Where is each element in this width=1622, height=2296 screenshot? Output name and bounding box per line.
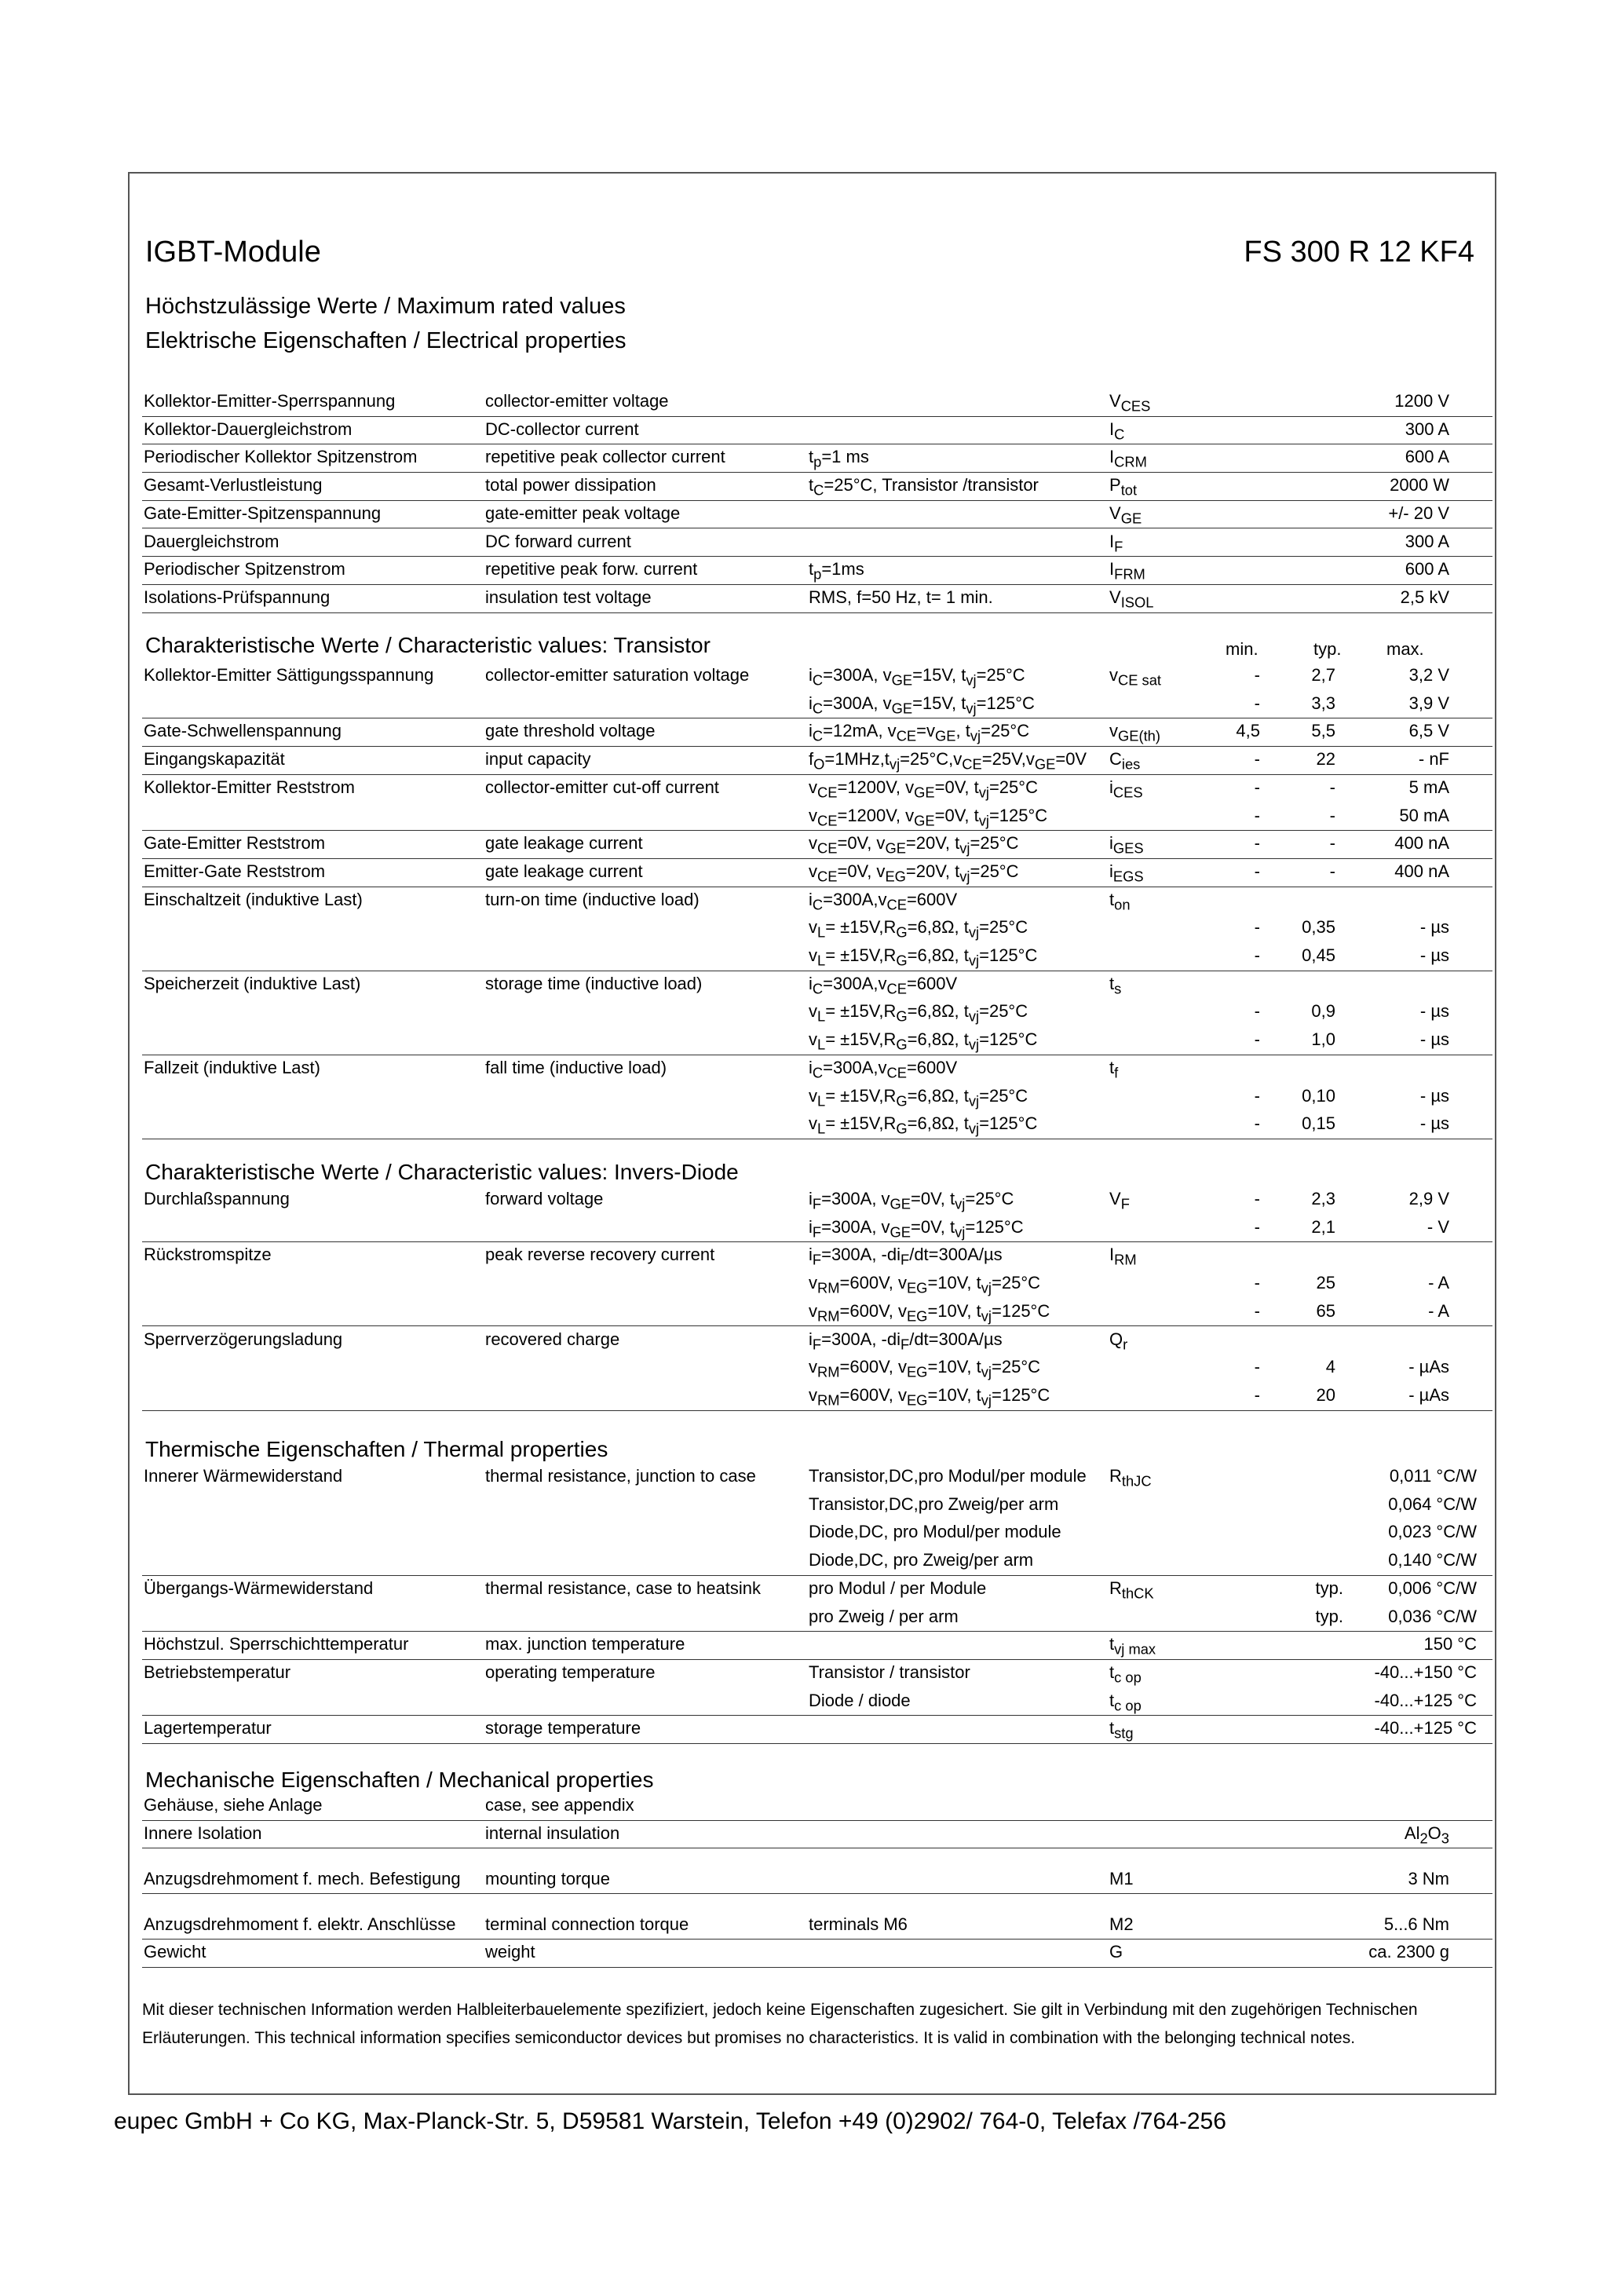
param-name-de: Innerer Wärmewiderstand (144, 1466, 343, 1486)
max-rated-row (142, 528, 1492, 558)
symbol: $V_F$ (1109, 1189, 1130, 1212)
test-condition: Diode,DC, pro Zweig/per arm (809, 1550, 1034, 1570)
symbol: $I_{FRM}$ (1109, 559, 1145, 583)
symbol: $i_{CES}$ (1109, 777, 1143, 801)
symbol: $t_s$ (1109, 973, 1122, 997)
transistor-row (142, 942, 1492, 971)
param-name-de: Gate-Emitter-Spitzenspannung (144, 503, 382, 523)
thermal-row (142, 1659, 1492, 1687)
symbol: M2 (1109, 1914, 1134, 1934)
test-condition: $v_{CE}=1200V$, $v_{GE}=0V$, $t_{vj}=125^\circ C$ (809, 805, 1048, 828)
max-value: 6,5 V (1408, 721, 1449, 741)
min-value: - (1254, 1273, 1260, 1293)
thermal-value: 0,140 °C/W (1388, 1550, 1477, 1570)
max-rated-row (142, 444, 1492, 473)
thermal-row (142, 1603, 1492, 1632)
test-condition: Transistor,DC,pro Zweig/per arm (809, 1493, 1059, 1514)
diode-row (142, 1214, 1492, 1243)
param-name-en: fall time (inductive load) (485, 1057, 667, 1077)
param-name-de: Speicherzeit (induktive Last) (144, 973, 361, 993)
transistor-row (142, 662, 1492, 690)
min-value: - (1254, 777, 1260, 797)
thermal-value: 150 °C (1423, 1634, 1477, 1654)
transistor-section-title: Charakteristische Werte / Characteristic values: Transistor (145, 633, 711, 657)
test-condition: $i_F=300A$, $-di_F/dt=300A/\mu s$ (809, 1245, 1003, 1268)
param-name-de: Anzugsdrehmoment f. elektr. Anschlüsse (144, 1914, 456, 1934)
param-name-en: gate leakage current (485, 861, 643, 881)
mechanical-row-cells (142, 1866, 1492, 1894)
typ-value: 25 (1316, 1273, 1335, 1293)
param-name-en: storage time (inductive load) (485, 973, 703, 993)
rated-value: 300 A (1405, 531, 1449, 551)
diode-row (142, 1298, 1492, 1327)
max-value: - A (1428, 1273, 1449, 1293)
symbol: $V_{GE}$ (1109, 503, 1142, 527)
min-value: - (1254, 1001, 1260, 1022)
diode-row (142, 1270, 1492, 1298)
thermal-value: -40...+150 °C (1374, 1662, 1477, 1682)
param-name-de: Übergangs-Wärmewiderstand (144, 1578, 374, 1598)
transistor-row (142, 998, 1492, 1026)
mechanical-row-cells (142, 1939, 1492, 1967)
min-value: - (1254, 1029, 1260, 1050)
thermal-row (142, 1631, 1492, 1660)
col-header-typ: typ. (1313, 639, 1342, 659)
max-rated-row (142, 584, 1492, 613)
transistor-row (142, 1055, 1492, 1083)
col-header-max: max. (1386, 639, 1424, 659)
param-name-en: peak reverse recovery current (485, 1245, 715, 1265)
param-name-de: Rückstromspitze (144, 1245, 272, 1265)
max-value: 5 mA (1408, 777, 1449, 797)
rated-value: 2000 W (1390, 475, 1449, 495)
param-name-en: storage temperature (485, 1718, 641, 1738)
symbol: $I_F$ (1109, 531, 1123, 554)
thermal-row (142, 1547, 1492, 1576)
test-condition: $v_{RM}=600V$, $v_{EG}=10V$, $t_{vj}=25^\circ C$ (809, 1273, 1041, 1296)
transistor-row (142, 914, 1492, 942)
thermal-value: 0,023 °C/W (1388, 1522, 1477, 1542)
test-condition: $v_{RM}=600V$, $v_{EG}=10V$, $t_{vj}=125^\circ C$ (809, 1300, 1050, 1325)
param-name-de: Innere Isolation (144, 1823, 262, 1843)
param-name-de: Periodischer Kollektor Spitzenstrom (144, 447, 418, 467)
diode-row (142, 1241, 1492, 1270)
max-value: 50 mA (1399, 805, 1449, 825)
mechanical-value: ca. 2300 g (1368, 1942, 1449, 1962)
test-condition: $i_C=300A$, $v_{GE}=15V$, $t_{vj}=25^\circ C$ (809, 665, 1025, 689)
test-condition: $v_{CE}=0V$, $v_{GE}=20V$, $t_{vj}=25^\circ C$ (809, 833, 1019, 857)
param-name-de: Höchstzul. Sperrschichttemperatur (144, 1634, 409, 1654)
max-value: 3,9 V (1408, 693, 1449, 713)
test-condition: $v_L= \pm 15V,R_G=6,8\Omega$, $t_{vj}=125^\circ C$ (809, 945, 1038, 969)
mechanical-row-cells (142, 1820, 1492, 1848)
test-condition: $v_{CE}=1200V$, $v_{GE}=0V$, $t_{vj}=25^\circ C$ (809, 777, 1038, 801)
rated-value: 2,5 kV (1400, 587, 1449, 607)
typ-value: 2,3 (1311, 1189, 1335, 1208)
rated-value: 300 A (1405, 419, 1449, 439)
mechanical-row (142, 1848, 1492, 1894)
typ-label: typ. (1315, 1578, 1343, 1598)
typ-value: 2,7 (1311, 665, 1335, 685)
transistor-row (142, 1083, 1492, 1111)
transistor-row (142, 858, 1492, 887)
test-condition: $v_L= \pm 15V,R_G=6,8\Omega$, $t_{vj}=25^\circ C$ (809, 917, 1028, 941)
symbol: $t_{stg}$ (1109, 1718, 1134, 1742)
max-value: - µs (1419, 1001, 1449, 1022)
thermal-row (142, 1491, 1492, 1519)
typ-value: - (1329, 777, 1335, 797)
max-value: 3,2 V (1408, 665, 1449, 685)
param-name-de: Einschaltzeit (induktive Last) (144, 889, 363, 909)
subtitle-electrical: Elektrische Eigenschaften / Electrical properties (145, 328, 627, 353)
thermal-row (142, 1575, 1492, 1603)
param-name-de: Gate-Emitter Reststrom (144, 833, 326, 854)
typ-value: 5,5 (1311, 721, 1335, 741)
param-name-de: Gewicht (144, 1942, 206, 1962)
symbol: $I_{CRM}$ (1109, 447, 1147, 470)
symbol: $P_{tot}$ (1109, 475, 1138, 499)
param-name-de: Anzugsdrehmoment f. mech. Befestigung (144, 1868, 461, 1888)
max-value: - µs (1419, 1113, 1449, 1134)
param-name-en: insulation test voltage (485, 587, 652, 607)
test-condition: $t_p=1ms$ (809, 559, 864, 583)
diode-row (142, 1382, 1492, 1411)
min-value: - (1254, 693, 1260, 713)
typ-value: 2,1 (1311, 1216, 1335, 1237)
param-name-en: weight (485, 1942, 535, 1962)
typ-value: 3,3 (1311, 693, 1335, 713)
param-name-en: input capacity (485, 749, 591, 770)
typ-value: 1,0 (1311, 1029, 1335, 1050)
min-value: - (1254, 1300, 1260, 1321)
param-name-de: Durchlaßspannung (144, 1189, 290, 1208)
max-value: 2,9 V (1408, 1189, 1449, 1208)
thermal-value: 0,064 °C/W (1388, 1493, 1477, 1514)
max-value: - A (1428, 1300, 1449, 1321)
mechanical-value: 5...6 Nm (1383, 1914, 1449, 1934)
symbol: $i_{GES}$ (1109, 833, 1144, 857)
param-name-en: max. junction temperature (485, 1634, 685, 1654)
mechanical-row (142, 1792, 1492, 1821)
min-value: - (1254, 1384, 1260, 1405)
max-value: - µs (1419, 917, 1449, 938)
typ-value: 0,9 (1311, 1001, 1335, 1022)
test-condition: $i_C=300A,v_{CE}=600V$ (809, 889, 958, 912)
param-name-en: gate leakage current (485, 833, 643, 854)
test-condition: pro Zweig / per arm (809, 1606, 959, 1626)
param-name-de: Kollektor-Emitter Sättigungsspannung (144, 665, 434, 685)
disclaimer: Mit dieser technischen Information werden Halbleiterbauelemente spezifiziert, jedoch keine Eigenschaften zugesichert. Sie gilt in Verbindung mit den zugehörigen Technischen Erläuterungen. This technical information specifies semiconductor devices but promises no characteristics. It is valid in combination with the belonging technical notes. (142, 2001, 1418, 2047)
max-value: - µs (1419, 1029, 1449, 1050)
test-condition: $v_L= \pm 15V,R_G=6,8\Omega$, $t_{vj}=25^\circ C$ (809, 1085, 1028, 1109)
test-condition: $i_C=12mA$, $v_{CE}=v_{GE}$, $t_{vj}=25^\circ C$ (809, 721, 1030, 744)
test-condition: $t_p=1$ ms (809, 447, 869, 470)
param-name-de: Periodischer Spitzenstrom (144, 559, 345, 579)
max-rated-row (142, 388, 1492, 417)
min-value: - (1254, 833, 1260, 854)
param-name-en: terminal connection torque (485, 1914, 689, 1934)
symbol: $i_{EGS}$ (1109, 861, 1144, 885)
typ-value: 4 (1325, 1357, 1335, 1377)
thermal-row (142, 1715, 1492, 1744)
param-name-en: thermal resistance, case to heatsink (485, 1578, 761, 1598)
transistor-row (142, 1026, 1492, 1055)
max-value: 400 nA (1394, 861, 1449, 881)
typ-label: typ. (1315, 1606, 1343, 1626)
param-name-de: Eingangskapazität (144, 749, 285, 770)
diode-section-title: Charakteristische Werte / Characteristic values: Invers-Diode (145, 1160, 739, 1184)
transistor-row (142, 830, 1492, 859)
diode-row (142, 1354, 1492, 1382)
min-value: - (1254, 1357, 1260, 1377)
symbol: $t_{c op}$ (1109, 1690, 1142, 1713)
min-value: - (1254, 1216, 1260, 1237)
max-value: - nF (1418, 749, 1449, 770)
param-name-en: recovered charge (485, 1329, 620, 1349)
test-condition: Diode,DC, pro Modul/per module (809, 1522, 1061, 1542)
thermal-value: 0,011 °C/W (1389, 1466, 1477, 1486)
max-value: - µAs (1408, 1357, 1449, 1377)
min-value: - (1254, 1113, 1260, 1134)
param-name-en: forward voltage (485, 1189, 604, 1208)
typ-value: 0,35 (1302, 917, 1335, 938)
symbol: $R_{thJC}$ (1109, 1466, 1152, 1490)
min-value: - (1254, 1189, 1260, 1208)
test-condition: terminals M6 (809, 1914, 908, 1934)
symbol: $t_f$ (1109, 1057, 1119, 1081)
test-condition: $i_C=300A$, $v_{GE}=15V$, $t_{vj}=125^\circ C$ (809, 693, 1035, 717)
symbol: $V_{ISOL}$ (1109, 587, 1154, 611)
thermal-value: 0,036 °C/W (1388, 1606, 1477, 1626)
param-name-en: internal insulation (485, 1823, 620, 1843)
param-name-en: gate-emitter peak voltage (485, 503, 681, 523)
mechanical-value: $Al_2O_3$ (1404, 1823, 1449, 1847)
param-name-de: Gehäuse, siehe Anlage (144, 1795, 323, 1815)
param-name-de: Fallzeit (induktive Last) (144, 1057, 320, 1077)
transistor-row (142, 803, 1492, 832)
thermal-value: -40...+125 °C (1374, 1718, 1477, 1738)
typ-value: - (1329, 861, 1335, 881)
param-name-en: turn-on time (inductive load) (485, 889, 700, 909)
min-value: - (1254, 1085, 1260, 1106)
thermal-value: -40...+125 °C (1374, 1690, 1477, 1710)
max-rated-row (142, 500, 1492, 529)
mechanical-row (142, 1893, 1492, 1940)
thermal-row (142, 1463, 1492, 1491)
test-condition: $v_{CE}=0V$, $v_{EG}=20V$, $t_{vj}=25^\circ C$ (809, 861, 1019, 885)
test-condition: $v_L= \pm 15V,R_G=6,8\Omega$, $t_{vj}=25^\circ C$ (809, 1001, 1028, 1025)
test-condition: $i_F=300A$, $-di_F/dt=300A/\mu s$ (809, 1329, 1003, 1352)
param-name-de: Gate-Schwellenspannung (144, 721, 342, 741)
rated-value: 600 A (1405, 447, 1449, 467)
min-value: - (1254, 945, 1260, 965)
param-name-en: case, see appendix (485, 1795, 634, 1815)
symbol: G (1109, 1942, 1123, 1962)
col-header-min: min. (1226, 639, 1259, 659)
param-name-en: DC-collector current (485, 419, 639, 439)
typ-value: 22 (1316, 749, 1335, 770)
min-value: - (1254, 805, 1260, 825)
test-condition: $i_C=300A,v_{CE}=600V$ (809, 1057, 958, 1081)
param-name-de: Kollektor-Emitter-Sperrspannung (144, 391, 396, 411)
symbol: $Q_r$ (1109, 1329, 1128, 1352)
mechanical-row (142, 1939, 1492, 1968)
max-rated-row (142, 556, 1492, 585)
test-condition: $i_C=300A,v_{CE}=600V$ (809, 973, 958, 997)
min-value: - (1254, 917, 1260, 938)
param-name-en: mounting torque (485, 1868, 610, 1888)
transistor-row (142, 746, 1492, 775)
symbol: $v_{GE(th)}$ (1109, 721, 1160, 744)
transistor-row (142, 971, 1492, 999)
param-name-en: repetitive peak collector current (485, 447, 725, 467)
param-name-de: Sperrverzögerungsladung (144, 1329, 343, 1349)
subtitle-max-rated: Höchstzulässige Werte / Maximum rated values (145, 294, 626, 319)
param-name-en: collector-emitter cut-off current (485, 777, 719, 797)
param-name-de: Kollektor-Emitter Reststrom (144, 777, 355, 797)
param-name-de: Betriebstemperatur (144, 1662, 291, 1682)
param-name-de: Kollektor-Dauergleichstrom (144, 419, 353, 439)
doc-title: IGBT-Module (145, 236, 321, 269)
param-name-en: collector-emitter voltage (485, 391, 669, 411)
mechanical-value: 3 Nm (1408, 1868, 1449, 1888)
footer-address: eupec GmbH + Co KG, Max-Planck-Str. 5, D59581 Warstein, Telefon +49 (0)2902/ 764-0, Telefax /764-256 (114, 2108, 1226, 2134)
symbol: $t_{on}$ (1109, 889, 1131, 912)
mechanical-row (142, 1820, 1492, 1849)
test-condition: RMS, f=50 Hz, t= 1 min. (809, 587, 993, 607)
typ-value: 65 (1316, 1300, 1335, 1321)
rated-value: +/- 20 V (1388, 503, 1449, 523)
symbol: $I_C$ (1109, 419, 1125, 443)
param-name-en: thermal resistance, junction to case (485, 1466, 756, 1486)
transistor-row (142, 887, 1492, 915)
min-value: - (1254, 749, 1260, 770)
transistor-row (142, 690, 1492, 719)
rated-value: 600 A (1405, 559, 1449, 579)
transistor-row (142, 718, 1492, 747)
max-rated-row (142, 416, 1492, 445)
max-value: - µs (1419, 1085, 1449, 1106)
min-value: 4,5 (1236, 721, 1260, 741)
param-name-de: Gesamt-Verlustleistung (144, 475, 323, 495)
symbol: $t_{c op}$ (1109, 1662, 1142, 1686)
transistor-row (142, 1110, 1492, 1139)
typ-value: 0,10 (1302, 1085, 1335, 1106)
symbol: $I_{RM}$ (1109, 1245, 1137, 1268)
typ-value: 20 (1316, 1384, 1335, 1405)
test-condition: $f_O=1MHz,t_{vj}=25^\circ C,v_{CE}=25V,v_{GE}=0V$ (809, 749, 1087, 773)
transistor-row (142, 774, 1492, 803)
thermal-section-title: Thermische Eigenschaften / Thermal properties (145, 1437, 608, 1461)
typ-value: 0,15 (1302, 1113, 1335, 1134)
test-condition: $i_F=300A$, $v_{GE}=0V$, $t_{vj}=125^\circ C$ (809, 1216, 1024, 1241)
test-condition: $v_L= \pm 15V,R_G=6,8\Omega$, $t_{vj}=125^\circ C$ (809, 1113, 1038, 1137)
test-condition: $v_{RM}=600V$, $v_{EG}=10V$, $t_{vj}=25^\circ C$ (809, 1357, 1041, 1380)
param-name-en: DC forward current (485, 531, 631, 551)
part-number: FS 300 R 12 KF4 (1244, 236, 1474, 269)
typ-value: 0,45 (1302, 945, 1335, 965)
mechanical-row-cells (142, 1911, 1492, 1940)
test-condition: Diode / diode (809, 1690, 911, 1710)
test-condition: Transistor,DC,pro Modul/per module (809, 1466, 1087, 1486)
min-value: - (1254, 665, 1260, 685)
diode-row (142, 1186, 1492, 1214)
typ-value: - (1329, 833, 1335, 854)
mechanical-section-title: Mechanische Eigenschaften / Mechanical properties (145, 1768, 654, 1792)
param-name-en: operating temperature (485, 1662, 656, 1682)
thermal-row (142, 1519, 1492, 1547)
symbol: $R_{thCK}$ (1109, 1578, 1154, 1602)
symbol: $C_{ies}$ (1109, 749, 1141, 773)
test-condition: $v_{RM}=600V$, $v_{EG}=10V$, $t_{vj}=125^\circ C$ (809, 1384, 1050, 1409)
diode-row (142, 1326, 1492, 1355)
symbol: $V_{CES}$ (1109, 391, 1151, 415)
max-value: 400 nA (1394, 833, 1449, 854)
test-condition: $i_F=300A$, $v_{GE}=0V$, $t_{vj}=25^\circ C$ (809, 1189, 1014, 1212)
test-condition: pro Modul / per Module (809, 1578, 987, 1598)
thermal-row (142, 1687, 1492, 1717)
typ-value: - (1329, 805, 1335, 825)
param-name-en: repetitive peak forw. current (485, 559, 698, 579)
param-name-de: Dauergleichstrom (144, 531, 279, 551)
param-name-en: collector-emitter saturation voltage (485, 665, 750, 685)
thermal-value: 0,006 °C/W (1388, 1578, 1477, 1598)
symbol: M1 (1109, 1868, 1134, 1888)
param-name-de: Lagertemperatur (144, 1718, 272, 1738)
max-value: - V (1427, 1216, 1449, 1237)
max-value: - µs (1419, 945, 1449, 965)
max-value: - µAs (1408, 1384, 1449, 1405)
test-condition: Transistor / transistor (809, 1662, 970, 1682)
test-condition: $t_C=25^\circ C$, Transistor /transistor (809, 475, 1039, 499)
param-name-en: gate threshold voltage (485, 721, 656, 741)
mechanical-row-cells (142, 1792, 1492, 1820)
min-value: - (1254, 861, 1260, 881)
symbol: $v_{CE sat}$ (1109, 665, 1162, 689)
test-condition: $v_L= \pm 15V,R_G=6,8\Omega$, $t_{vj}=125^\circ C$ (809, 1029, 1038, 1053)
rated-value: 1200 V (1394, 391, 1449, 411)
param-name-de: Emitter-Gate Reststrom (144, 861, 326, 881)
datasheet-content (142, 0, 1496, 2296)
param-name-en: total power dissipation (485, 475, 656, 495)
max-rated-row (142, 472, 1492, 501)
param-name-de: Isolations-Prüfspannung (144, 587, 331, 607)
symbol: $t_{vj max}$ (1109, 1634, 1156, 1658)
